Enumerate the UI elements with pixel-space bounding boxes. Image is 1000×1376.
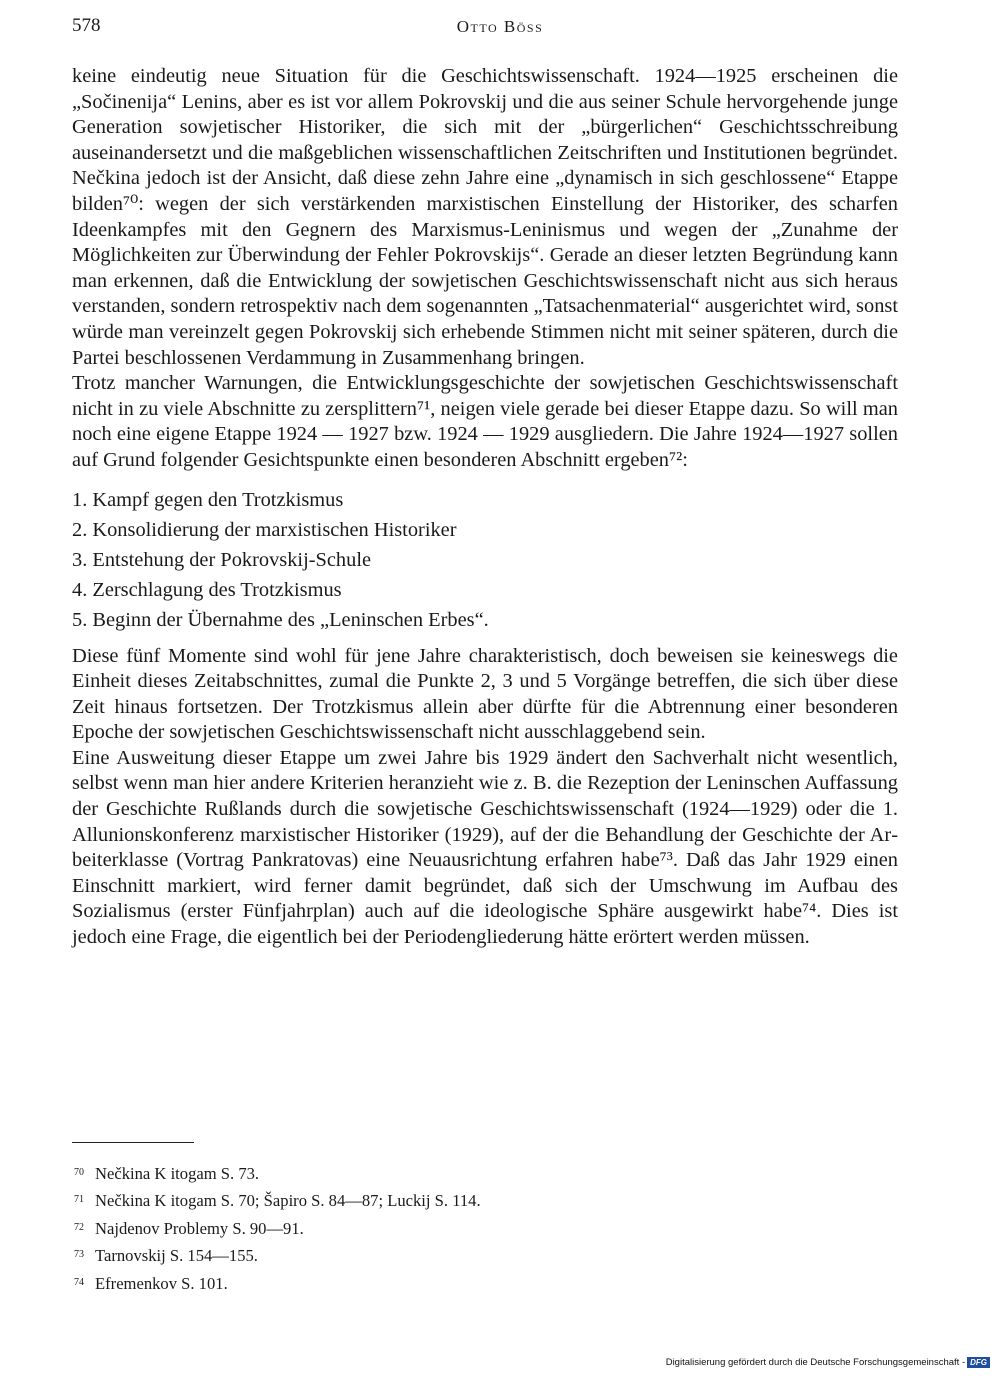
- footnote-text: Najdenov Problemy S. 90—91.: [95, 1218, 304, 1238]
- credit-text: Digitalisierung gefördert durch die Deutsche Forschungsgemeinschaft -: [665, 1357, 966, 1368]
- digitization-credit: [666, 1357, 990, 1368]
- paragraph-4: Eine Ausweitung dieser Etappe um zwei Jahre bis 1929 ändert den Sachverhalt nicht wesentlich, selbst wenn man hier andere Kriterien heranzieht wie z. B. die Rezeption der Leninschen Auffassung der Geschichte Rußlands durch die sowjetische Geschichtswissenschaft (1924—1929) oder die 1. Allunionskonferenz marxistischer Historiker (1929), auf der die Behandlung der Geschichte der Arbeiterklasse (Vortrag Pankratovas) eine Neuausrichtung erfahren habe⁷³. Daß das Jahr 1929 einen Einschnitt markiert, wird ferner damit begründet, daß sich der Umschwung im Aufbau des Sozialismus (erster Fünfjahrplan) auch auf die ideologische Sphäre ausgewirkt habe⁷⁴. Dies ist jedoch eine Frage, die eigentlich bei der Periodengliederung hätte erörtert werden müssen.: [72, 746, 898, 949]
- footnote-number: 72: [74, 1221, 84, 1233]
- footnote-number: 70: [74, 1167, 84, 1178]
- criteria-list: [72, 485, 898, 636]
- list-item: 2. Konsolidierung der marxistischen Historiker: [72, 518, 457, 541]
- paragraph-3: Diese fünf Momente sind wohl für jene Jahre charakteristisch, doch beweisen sie keineswegs die Einheit dieses Zeitabschnittes, zumal die Punkte 2, 3 und 5 Vorgänge betreffen, die sich über diese Zeit hinaus fortsetzen. Der Trotzkismus allein aber dürfte für die Abtrennung einer besonderen Epoche der sowjetischen Geschichtswissenschaft nicht ausschlaggebend sein.: [72, 644, 898, 744]
- list-item: 4. Zerschlagung des Trotzkismus: [72, 579, 342, 602]
- footnote-divider: [72, 1142, 194, 1143]
- footnote-text: Nečkina K itogam S. 70; Šapiro S. 84—87; Luckij S. 114.: [95, 1191, 481, 1211]
- dfg-logo: DFG: [967, 1357, 990, 1368]
- footnote-number: 73: [74, 1249, 84, 1261]
- page-number: 578: [72, 15, 101, 36]
- footnote-number: 74: [74, 1276, 84, 1288]
- footnote-text: Tarnovskij S. 154—155.: [95, 1246, 258, 1266]
- running-head: Otto Böss: [456, 17, 544, 36]
- footnote-item: [74, 1242, 774, 1269]
- paragraph-2: Trotz mancher Warnungen, die Entwicklungsgeschichte der sowjetischen Geschichtswissenschaft nicht in zu viele Abschnitte zu zersplittern⁷¹, neigen viele gerade bei dieser Etappe dazu. So will man noch eine eigene Etappe 1924 — 1927 bzw. 1924 — 1929 ausgliedern. Die Jahre 1924—1927 sollen auf Grund folgender Gesichtspunkte einen besonderen Abschnitt ergeben⁷²:: [72, 372, 898, 471]
- paragraph-1: keine eindeutig neue Situation für die Geschichtswissenschaft. 1924—1925 erscheinen die „Sočinenija“ Lenins, aber es ist vor allem Pokrovskij und die aus seiner Schule hervorgehende junge Generation sowjetischer Historiker, die sich mit der „bürgerlichen“ Geschichtsschreibung auseinandersetzt und die maßgeblichen wissenschaftlichen Zeitschriften und Institutionen begründet. Nečkina jedoch ist der Ansicht, daß diese zehn Jahre eine „dynamisch in sich geschlossene“ Etappe bilden⁷⁰: wegen der sich verstärkenden marxistischen Einstellung der Historiker, des scharfen Ideenkampfes mit den Gegnern des Marxismus-Leninismus und wegen der „Zunahme der Möglichkeiten zur Überwindung der Fehler Pokrovskijs“. Gerade an dieser letzten Begründung kann man erkennen, daß die Entwicklung der sowjetischen Geschichtswissenschaft nicht aus sich heraus verstanden, sondern retrospektiv nach dem sogenannten „Tatsachenmaterial“ ausgerichtet wird, sonst würde man vereinzelt gegen Pokrovskij sich erhebende Stimmen nicht mit seiner späteren, durch die Partei beschlossenen Verdammung in Zusammenhang bringen.: [72, 65, 898, 369]
- footnotes: [74, 1160, 774, 1297]
- list-item: 3. Entstehung der Pokrovskij-Schule: [72, 548, 372, 571]
- footnote-item: [74, 1187, 774, 1214]
- footnote-text: Efremenkov S. 101.: [95, 1273, 228, 1293]
- footnote-item: [74, 1270, 774, 1297]
- footnote-item: [74, 1160, 774, 1187]
- footnote-number: 71: [74, 1194, 84, 1206]
- main-text: [72, 64, 898, 951]
- list-item: 5. Beginn der Übernahme des „Leninschen Erbes“.: [72, 609, 489, 632]
- list-item: 1. Kampf gegen den Trotzkismus: [72, 488, 344, 511]
- footnote-text: Nečkina K itogam S. 73.: [95, 1164, 260, 1183]
- footnote-item: [74, 1215, 774, 1242]
